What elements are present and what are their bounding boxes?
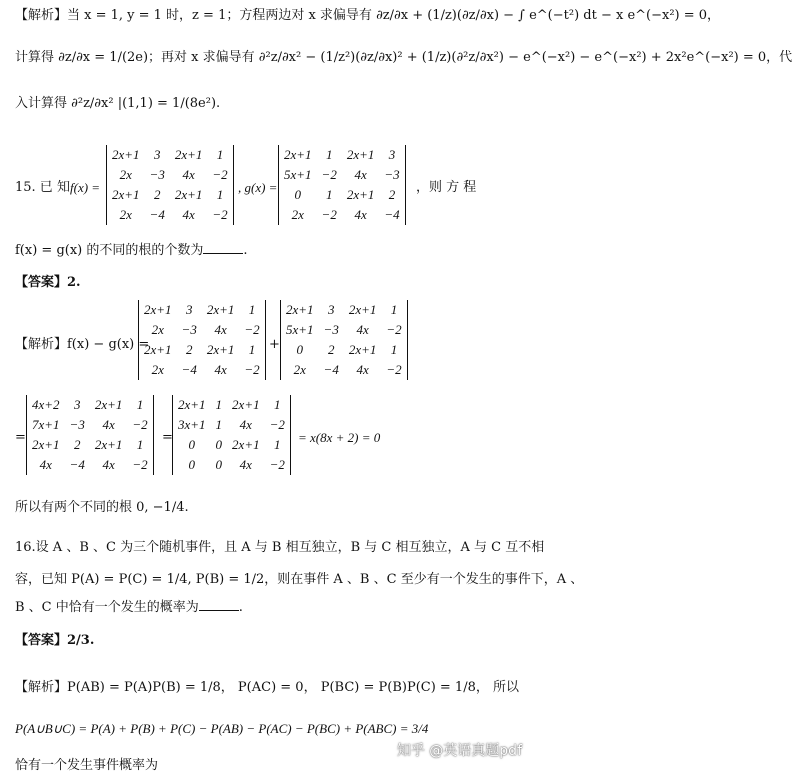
matrix-cell: 4x — [102, 417, 115, 432]
union-probability: P(A∪B∪C) = P(A) + P(B) + P(C) − P(AB) − P(AC) − P(BC) + P(ABC) = 3/4 — [15, 721, 429, 736]
answer-16: 【答案】2/3. — [15, 633, 95, 648]
matrix-cell: 0 — [296, 342, 304, 357]
matrix-cell: −3 — [149, 167, 165, 182]
matrix-cell: 2x+1 — [232, 437, 260, 452]
matrix-cell: 4x — [354, 207, 367, 222]
matrix-cell: 2 — [327, 342, 335, 357]
matrix-cell: −2 — [244, 362, 260, 377]
matrix-cell: 1 — [216, 187, 224, 202]
matrix-cell: 4x — [214, 322, 227, 337]
matrix-cell: 1 — [215, 397, 223, 412]
answer-15: 【答案】2. — [15, 275, 81, 290]
matrix-cell: −4 — [149, 207, 165, 222]
matrix-cell: −2 — [132, 457, 148, 472]
equals-2: = — [162, 430, 173, 445]
matrix-cell: 2x — [291, 207, 304, 222]
matrix-cell: 2x — [151, 322, 164, 337]
matrix-cell: −2 — [212, 207, 228, 222]
matrix-cell: 0 — [215, 457, 223, 472]
solution-text-1: 【解析】当 x = 1, y = 1 时，z = 1；方程两边对 x 求偏导有 ∂z/∂x + (1/z)(∂z/∂x) − ∫ e^(−t²) dt − x e^(−x²) = 0， — [15, 8, 721, 23]
matrix-cell: 0 — [215, 437, 223, 452]
q16-line3: B 、C 中恰有一个发生的概率为 . — [15, 600, 243, 615]
matrix-cell: 0 — [294, 187, 302, 202]
q15-line2: f(x) = g(x) 的不同的根的个数为 . — [15, 243, 248, 258]
matrix-cell: −2 — [321, 207, 337, 222]
matrix-cell: 2x — [119, 207, 132, 222]
matrix-cell: 2x+1 — [284, 147, 312, 162]
matrix-cell: 0 — [188, 457, 196, 472]
matrix-cell: 2 — [185, 342, 193, 357]
q15-label: 15. 已 知 — [15, 180, 70, 195]
matrix-cell: 3 — [327, 302, 335, 317]
matrix-cell: 2x+1 — [346, 147, 375, 162]
matrix-cell: −2 — [244, 322, 260, 337]
matrix-cell: 1 — [136, 397, 144, 412]
matrix-cell: 4x — [102, 457, 115, 472]
matrix-cell: 2x+1 — [178, 397, 206, 412]
matrix-cell: 4x — [182, 207, 195, 222]
matrix-cell: −4 — [323, 362, 339, 377]
matrix-cell: −4 — [181, 362, 197, 377]
matrix-cell: 1 — [325, 147, 333, 162]
matrix-cell: 4x — [39, 457, 52, 472]
plus-sign: + — [269, 337, 280, 352]
matrix-cell: 1 — [136, 437, 144, 452]
matrix-cell: −2 — [132, 417, 148, 432]
matrix-cell: 3x+1 — [178, 417, 206, 432]
matrix-cell: 2x+1 — [206, 302, 235, 317]
matrix-cell: 3 — [153, 147, 161, 162]
matrix-cell: 2x+1 — [174, 187, 203, 202]
matrix-cell: 1 — [216, 147, 224, 162]
matrix-cell: 3 — [388, 147, 396, 162]
matrix-cell: 2x+1 — [346, 187, 375, 202]
watermark: 知乎 @英语真题pdf — [396, 743, 522, 759]
matrix-cell: 2x+1 — [94, 437, 123, 452]
matrix-cell: 7x+1 — [32, 417, 60, 432]
matrix-cell: 1 — [390, 302, 398, 317]
matrix-s1b — [280, 300, 408, 380]
matrix-cell: 2x+1 — [94, 397, 123, 412]
matrix-cell: 2x+1 — [348, 302, 377, 317]
matrix-cell: 2x+1 — [348, 342, 377, 357]
matrix-cell: 2x+1 — [144, 302, 172, 317]
matrix-s1a — [138, 300, 266, 380]
matrix-cell: 1 — [215, 417, 223, 432]
solution-text-2: 计算得 ∂z/∂x = 1/(2e)；再对 x 求偏导有 ∂²z/∂x² − (1/z²)(∂z/∂x)² + (1/z)(∂²z/∂x²) − e^(−x²) − e^(−x²) + 2x²e^(−x²) = 0，代 — [15, 50, 792, 65]
solution-16: 【解析】P(AB) = P(A)P(B) = 1/8， P(AC) = 0， P(BC) = P(B)P(C) = 1/8， 所以 — [15, 680, 519, 695]
matrix-cell: 2x+1 — [112, 147, 140, 162]
matrix-cell: −2 — [321, 167, 337, 182]
matrix-cell: −3 — [323, 322, 339, 337]
matrix-cell: 1 — [248, 302, 256, 317]
matrix-cell: 2x — [119, 167, 132, 182]
result-equation: = x(8x + 2) = 0 — [298, 430, 381, 445]
matrix-cell: 4x — [356, 322, 369, 337]
matrix-cell: 1 — [273, 397, 281, 412]
matrix-cell: 2x+1 — [174, 147, 203, 162]
matrix-cell: 4x — [354, 167, 367, 182]
matrix-cell: −2 — [269, 457, 285, 472]
matrix-cell: 2x+1 — [32, 437, 60, 452]
matrix-cell: −2 — [212, 167, 228, 182]
q15-gx: , g(x) = — [238, 180, 278, 195]
matrix-cell: 2 — [388, 187, 396, 202]
matrix-cell: 2x+1 — [112, 187, 140, 202]
matrix-f — [106, 145, 234, 225]
matrix-cell: −4 — [384, 207, 400, 222]
matrix-cell: −3 — [384, 167, 400, 182]
matrix-cell: 2x — [293, 362, 306, 377]
matrix-cell: 2 — [73, 437, 81, 452]
matrix-cell: 2x+1 — [286, 302, 314, 317]
matrix-cell: 4x — [182, 167, 195, 182]
matrix-cell: 2x+1 — [206, 342, 235, 357]
matrix-cell: 4x+2 — [32, 397, 60, 412]
solution-text-3: 入计算得 ∂²z/∂x² |(1,1) = 1/(8e²). — [15, 96, 221, 111]
matrix-cell: 5x+1 — [284, 167, 312, 182]
last-line: 恰有一个发生事件概率为 — [15, 758, 159, 773]
matrix-cell: 2x — [151, 362, 164, 377]
matrix-cell: 1 — [390, 342, 398, 357]
matrix-cell: −3 — [69, 417, 85, 432]
matrix-cell: −2 — [386, 362, 402, 377]
matrix-cell: −4 — [69, 457, 85, 472]
matrix-cell: 1 — [273, 437, 281, 452]
matrix-cell: −2 — [386, 322, 402, 337]
equals-1: = — [15, 430, 26, 445]
solution-15-head: 【解析】f(x) − g(x) = — [15, 337, 150, 352]
matrix-cell: 4x — [356, 362, 369, 377]
matrix-cell: 2 — [153, 187, 161, 202]
matrix-s2a — [26, 395, 154, 475]
q15-tail: ，则 方 程 — [416, 180, 477, 195]
matrix-cell: 3 — [185, 302, 193, 317]
matrix-cell: −2 — [269, 417, 285, 432]
matrix-cell: 2x+1 — [144, 342, 172, 357]
matrix-cell: 0 — [188, 437, 196, 452]
matrix-g — [278, 145, 406, 225]
matrix-cell: 3 — [73, 397, 81, 412]
matrix-cell: −3 — [181, 322, 197, 337]
matrix-s2b — [172, 395, 291, 475]
matrix-cell: 4x — [239, 417, 252, 432]
roots-text: 所以有两个不同的根 0, −1/4. — [15, 500, 189, 515]
matrix-cell: 2x+1 — [232, 397, 260, 412]
matrix-cell: 1 — [325, 187, 333, 202]
matrix-cell: 4x — [214, 362, 227, 377]
q16-line2: 容，已知 P(A) = P(C) = 1/4, P(B) = 1/2，则在事件 A 、B 、C 至少有一个发生的事件下，A 、 — [15, 572, 584, 587]
matrix-cell: 1 — [248, 342, 256, 357]
matrix-cell: 4x — [239, 457, 252, 472]
matrix-cell: 5x+1 — [286, 322, 314, 337]
q16-line1: 16.设 A 、B 、C 为三个随机事件，且 A 与 B 相互独立，B 与 C 相互独立，A 与 C 互不相 — [15, 540, 545, 555]
q15-fx: f(x) = — [70, 180, 101, 195]
